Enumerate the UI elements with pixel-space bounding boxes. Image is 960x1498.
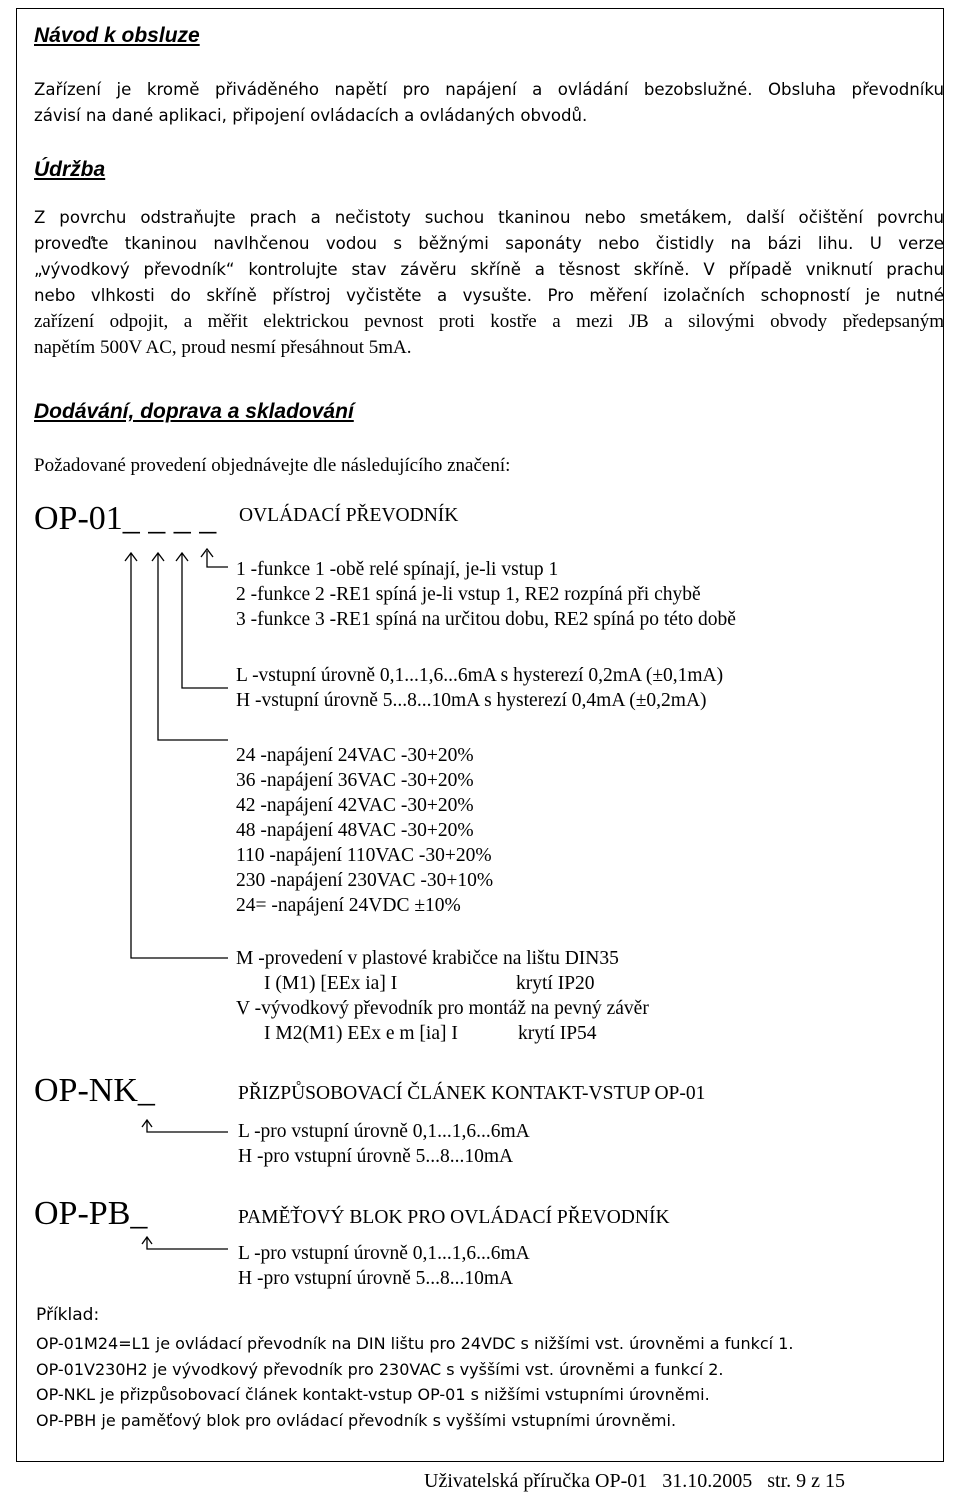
supply-option: 48 -napájení 48VAC -30+20% — [236, 820, 474, 841]
oppb-code: OP-PB_ — [34, 1195, 148, 1232]
maintenance-line: „vývodkový převodník“ kontrolujte stav závěru skříně a těsnost skříně. V případě vniknutí prachu — [34, 260, 944, 279]
connector-oppb — [147, 1237, 228, 1249]
design-v-protection: krytí IP54 — [518, 1023, 597, 1044]
design-option: M -provedení v plastové krabičce na lištu DIN35 — [236, 948, 619, 969]
example-lines — [36, 1331, 793, 1433]
connector-opnk — [147, 1120, 228, 1132]
page-footer: Uživatelská příručka OP-01 31.10.2005 str. 9 z 15 — [424, 1470, 846, 1492]
connector-supply — [158, 553, 228, 740]
level-option: H -vstupní úrovně 5...8...10mA s hysterezí 0,4mA (±0,2mA) — [236, 690, 707, 711]
supply-option: 24 -napájení 24VAC -30+20% — [236, 745, 474, 766]
connector-design — [131, 553, 228, 958]
maintenance-line: napětím 500V AC, proud nesmí přesáhnout 5mA. — [34, 337, 412, 358]
supply-option: 36 -napájení 36VAC -30+20% — [236, 770, 474, 791]
op01-title: OVLÁDACÍ PŘEVODNÍK — [239, 505, 459, 526]
example-line: OP-01V230H2 je vývodkový převodník pro 230VAC s vyššími vst. úrovněmi a funkcí 2. — [36, 1359, 724, 1379]
opnk-levels — [238, 1119, 530, 1169]
level-option: L -pro vstupní úrovně 0,1...1,6...6mA — [238, 1121, 530, 1142]
level-option: L -vstupní úrovně 0,1...1,6...6mA s hysterezí 0,2mA (±0,1mA) — [236, 665, 724, 686]
example-label: Příklad: — [36, 1305, 100, 1325]
delivery-heading: Dodávání, doprava a skladování — [34, 400, 354, 423]
design-m-protection: krytí IP20 — [516, 973, 595, 994]
opnk-title: PŘIZPŮSOBOVACÍ ČLÁNEK KONTAKT-VSTUP OP-01 — [238, 1083, 706, 1104]
op01-functions — [236, 557, 736, 632]
level-option: H -pro vstupní úrovně 5...8...10mA — [238, 1146, 514, 1167]
oppb-levels — [238, 1241, 530, 1291]
example-line: OP-01M24=L1 je ovládací převodník na DIN lištu pro 24VDC s nižšími vst. úrovněmi a funkcí 1. — [36, 1334, 794, 1353]
supply-option: 42 -napájení 42VAC -30+20% — [236, 795, 474, 816]
maintenance-line: zařízení odpojit, a měřit elektrickou pevnost proti kostře a mezi JB a silovými obvody předepsaným — [34, 311, 944, 332]
design-option: V -vývodkový převodník pro montáž na pevný závěr — [236, 998, 649, 1019]
example-line: OP-NKL je přizpůsobovací článek kontakt-vstup OP-01 s nižšími vstupními úrovněmi. — [36, 1385, 710, 1404]
op01-supply — [236, 743, 493, 918]
supply-option: 230 -napájení 230VAC -30+10% — [236, 870, 494, 891]
maintenance-line: Z povrchu odstraňujte prach a nečistoty suchou tkaninou nebo smetákem, další očištění povrchu — [34, 208, 944, 227]
operation-line: Zařízení je kromě přiváděného napětí pro napájení a ovládání bezobslužné. Obsluha převodníku — [34, 80, 944, 99]
function-option: 1 -funkce 1 -obě relé spínají, je-li vstup 1 — [236, 559, 559, 580]
connector-levels — [182, 553, 228, 688]
oppb-title: PAMĚŤOVÝ BLOK PRO OVLÁDACÍ PŘEVODNÍK — [238, 1207, 670, 1228]
op01-design — [236, 946, 649, 1046]
maintenance-line: proveďte tkaninou navlhčenou vodou s běžnými saponáty nebo čistidly na bázi lihu. U verze — [34, 234, 944, 253]
op01-levels — [236, 663, 723, 713]
example-line: OP-PBH je paměťový blok pro ovládací převodník s vyššími vstupními úrovněmi. — [36, 1410, 677, 1430]
maintenance-heading: Údržba — [34, 158, 106, 181]
supply-option: 110 -napájení 110VAC -30+20% — [236, 845, 492, 866]
level-option: L -pro vstupní úrovně 0,1...1,6...6mA — [238, 1243, 530, 1264]
design-option-detail — [236, 1021, 649, 1046]
maintenance-line: nebo vlhkosti do skříně přístroj vyčistěte a vysušte. Pro měření izolačních schopností je nutné — [34, 286, 944, 305]
opnk-code: OP-NK_ — [34, 1072, 155, 1109]
design-option-detail — [236, 971, 649, 996]
operation-heading: Návod k obsluze — [34, 24, 200, 47]
supply-option: 24= -napájení 24VDC ±10% — [236, 895, 461, 916]
function-option: 3 -funkce 3 -RE1 spíná na určitou dobu, RE2 spíná po této době — [236, 609, 736, 630]
level-option: H -pro vstupní úrovně 5...8...10mA — [238, 1268, 514, 1289]
function-option: 2 -funkce 2 -RE1 spíná je-li vstup 1, RE2 rozpíná při chybě — [236, 584, 701, 605]
delivery-intro: Požadované provedení objednávejte dle následujícího značení: — [34, 455, 511, 476]
op01-code: OP-01_ _ _ _ — [34, 500, 217, 537]
design-v-certification: I M2(M1) EEx e m [ia] I — [264, 1023, 458, 1044]
design-m-certification: I (M1) [EEx ia] I — [264, 973, 398, 994]
operation-line: závisí na dané aplikaci, připojení ovládacích a ovládaných obvodů. — [34, 106, 588, 125]
